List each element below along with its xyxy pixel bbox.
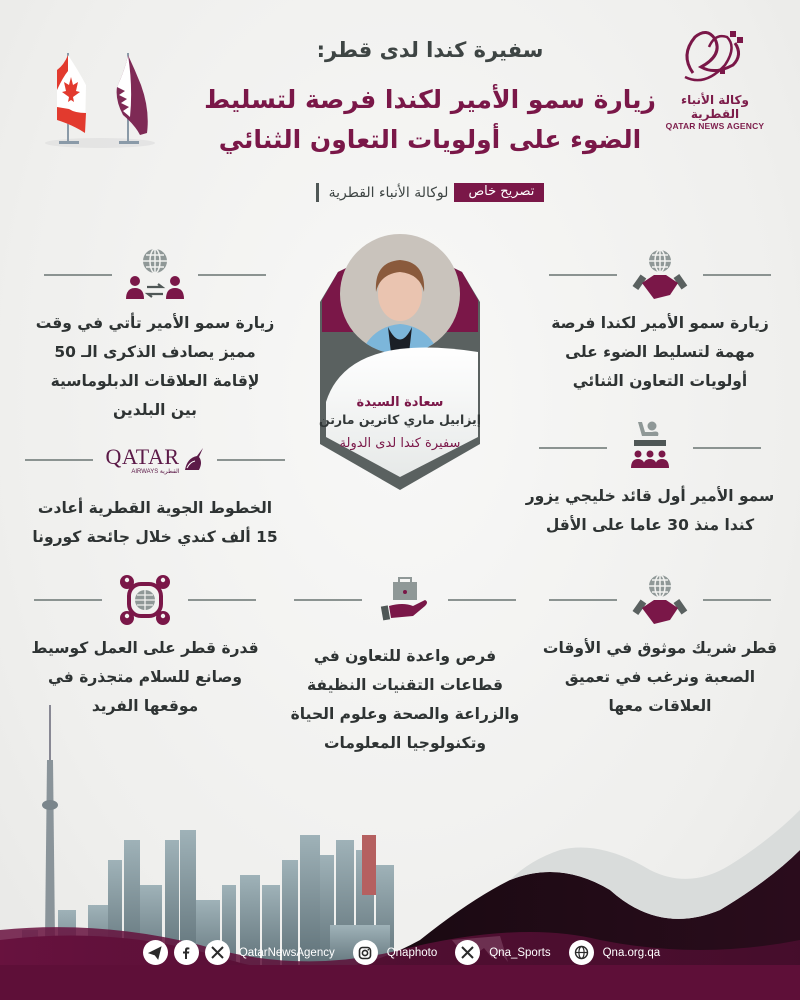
special-statement-tag: تصريح خاص: [454, 183, 544, 202]
fact-text: سمو الأمير أول قائد خليجي يزور كندا منذ 30 عاما على الأقل: [525, 487, 775, 534]
fact-text: قدرة قطر على العمل كوسيط وصانع للسلام متجذرة في موقعها الفريد: [31, 639, 259, 715]
fact-text: زيارة سمو الأمير لكندا فرصة مهمة لتسليط الضوء على أولويات التعاون الثنائي: [551, 314, 769, 390]
divider-line: [703, 599, 771, 601]
divider-line: [34, 599, 102, 601]
special-statement-source: لوكالة الأنباء القطرية: [328, 184, 449, 201]
divider-line: [539, 447, 607, 449]
facebook-icon[interactable]: [174, 940, 199, 965]
fact-block-top-left: [0, 245, 310, 425]
divider-line: [198, 274, 266, 276]
social-handle-qatarnewsagency[interactable]: QatarNewsAgency: [238, 946, 335, 959]
x-icon[interactable]: [455, 940, 480, 965]
divider-line: [549, 274, 617, 276]
ambassador-info: [318, 395, 482, 451]
cn-tower: [42, 705, 58, 940]
social-footer: [0, 940, 800, 965]
divider-line: [25, 459, 93, 461]
accent-bar: [316, 183, 319, 202]
qatar-airways-logo: QATAR AIRWAYS القطرية: [105, 446, 204, 475]
handshake-globe-icon: [629, 245, 691, 305]
ambassador-honorific: سعادة السيدة: [356, 395, 444, 410]
divider-line: [549, 599, 617, 601]
hand-briefcase-icon: [374, 570, 436, 630]
handshake-globe-icon: [629, 570, 691, 630]
fact-block-top-right: [520, 245, 800, 396]
ambassador-role: سفيرة كندا لدى الدولة: [339, 436, 461, 451]
logo-name-ar: وكالة الأنباء القطرية: [681, 93, 749, 121]
headline-line-1: زيارة سمو الأمير لكندا فرصة لتسليط: [204, 85, 656, 114]
speaker-audience-icon: [619, 418, 681, 478]
special-statement-banner: [0, 183, 800, 202]
divider-line: [44, 274, 112, 276]
fact-block-lower-right: [520, 570, 800, 721]
fact-text: زيارة سمو الأمير تأتي في وقت مميز يصادف الذكرى الـ 50 لإقامة العلاقات الدبلوماسية بين البلدين: [35, 314, 275, 419]
headline-line-2: الضوء على أولويات التعاون الثنائي: [218, 125, 642, 154]
logo-name-en: QATAR NEWS AGENCY: [665, 121, 765, 131]
oryx-icon: [183, 448, 205, 472]
divider-line: [294, 599, 362, 601]
social-handle-qna-sports[interactable]: Qna_Sports: [489, 946, 551, 959]
divider-line: [188, 599, 256, 601]
telegram-icon[interactable]: [143, 940, 168, 965]
social-handle-qnaphoto[interactable]: Qnaphoto: [386, 946, 438, 959]
divider-line: [448, 599, 516, 601]
fact-text: فرص واعدة للتعاون في قطاعات التقنيات النظيفة والزراعة والصحة وعلوم الحياة وتكنولوجيا المعلومات: [290, 647, 520, 752]
globe-icon[interactable]: [569, 940, 594, 965]
social-website[interactable]: Qna.org.qa: [602, 946, 661, 959]
people-exchange-globe-icon: [124, 245, 186, 305]
globe-network-people-icon: [114, 570, 176, 630]
divider-line: [217, 459, 285, 461]
ambassador-card: [318, 232, 482, 492]
fact-block-lower-left: [0, 570, 290, 721]
x-icon[interactable]: [205, 940, 230, 965]
fact-block-middle-left: [0, 440, 310, 552]
headline-subtitle: سفيرة كندا لدى قطر:: [316, 38, 544, 62]
divider-line: [693, 447, 761, 449]
instagram-icon[interactable]: [353, 940, 378, 965]
fact-text: الخطوط الجوية القطرية أعادت 15 ألف كندي خلال جائحة كورونا: [32, 499, 278, 546]
fact-block-middle-right: [500, 418, 800, 540]
ambassador-name: إيزابيل ماري كاترين مارتن: [318, 412, 482, 427]
divider-line: [703, 274, 771, 276]
fact-text: قطر شريك موثوق في الأوقات الصعبة ونرغب في تعميق العلاقات معها: [542, 639, 778, 715]
